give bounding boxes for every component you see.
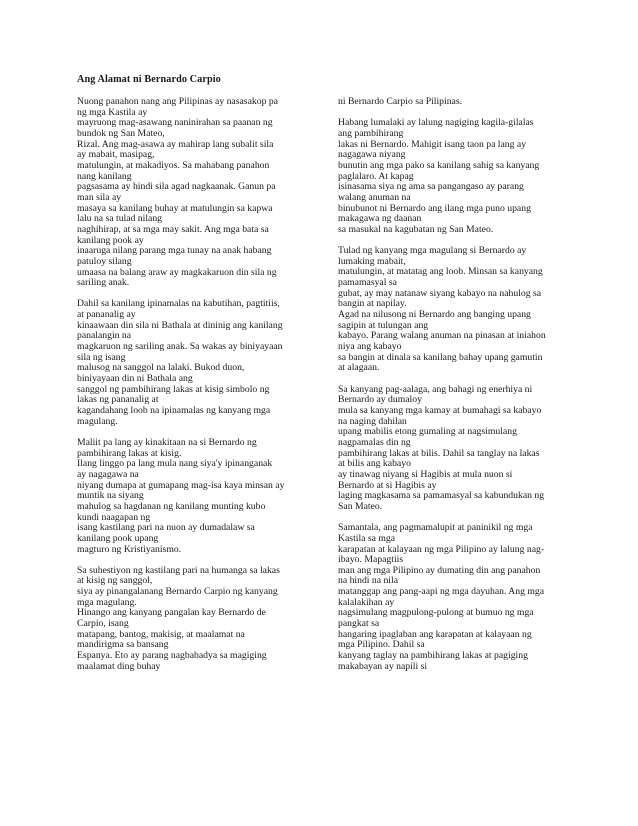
text-line: Samantala, ang pagmamalupit at paninikil ng mga: [338, 522, 533, 534]
text-line: magkaruon ng sariling anak. Sa wakas ay biniyayaan: [77, 341, 283, 353]
text-line: maalamat ding buhay: [77, 660, 161, 672]
text-line: matulungin, at makadiyos. Sa mahabang panahon: [77, 159, 270, 171]
text-line: lumaking mabait,: [338, 255, 406, 267]
text-line: Carpio, isang: [77, 618, 129, 630]
text-line: patuloy silang: [77, 255, 132, 267]
text-line: Maliit pa lang ay kinakitaan na si Bernardo ng: [77, 436, 257, 448]
text-line: karapatan at kalayaan ng mga Pilipino ay lalung nag-: [338, 543, 545, 555]
text-line: masaya sa kanilang buhay at matulungin sa kapwa: [77, 202, 273, 214]
text-line: pamamasyal sa: [338, 277, 397, 289]
text-line: kalalakihan ay: [338, 596, 395, 608]
text-line: nagpamalas din ng: [338, 436, 411, 448]
text-line: pambihirang lakas at bilis. Dahil sa tanglay na lakas: [338, 447, 540, 459]
text-line: kanilang pook upang: [77, 532, 159, 544]
text-line: nang kanilang: [77, 170, 132, 182]
text-line: mandirigma sa bansang: [77, 639, 169, 651]
text-line: isinasama siya ng ama sa pangangaso ay parang: [338, 181, 524, 193]
text-line: mula sa kanyang mga kamay at bumahagi sa kabayo: [338, 404, 542, 416]
text-line: laging magkasama sa pamamasyal sa kabundukan ng: [338, 490, 545, 502]
text-line: sa bangin at dinala sa kanilang bahay upang gamutin: [338, 351, 543, 363]
text-line: magturo ng Kristiyanismo.: [77, 543, 182, 555]
text-line: Sa suhestiyon ng kastilang pari na humanga sa lakas: [77, 564, 280, 576]
paragraph: [77, 97, 317, 289]
text-line: kagandahang loob na ipinamalas ng kanyang mga: [77, 405, 271, 417]
text-line: panalangin na: [77, 330, 132, 342]
paragraph: [338, 118, 573, 235]
text-line: nagsimulang magpulong-pulong at bumuo ng mga: [338, 607, 534, 619]
text-line: ibayo. Mapagtiis: [338, 554, 404, 566]
text-line: gubat, ay may natanaw siyang kabayo na nahulog sa: [338, 287, 542, 299]
text-line: at kisig ng sanggol,: [77, 575, 153, 587]
left-text-column: [77, 97, 317, 683]
text-line: Dahil sa kanilang ipinamalas na kabutihan, pagtitiis,: [77, 298, 280, 310]
text-line: mayruong mag-asawang naninirahan sa paanan ng: [77, 117, 273, 129]
text-line: umaasa na balang araw ay magkakaruon din sila ng: [77, 266, 277, 278]
text-line: naghihirap, at sa mga may sakit. Ang mga bata sa: [77, 223, 269, 235]
text-line: Sa kanyang pag-aalaga, ang bahagi ng enerhiya ni: [338, 383, 533, 395]
text-line: Ilang linggo pa lang mula nang siya'y ipinanganak: [77, 458, 273, 470]
text-line: sa masukal na kagubatan ng San Mateo.: [338, 223, 494, 235]
text-line: kanyang taglay na pambihirang lakas at pagiging: [338, 650, 528, 662]
text-line: nagagawa niyang: [338, 149, 406, 161]
text-line: isang kastilang pari na nuon ay dumadalaw sa: [77, 522, 255, 534]
text-line: malusog na sanggol na lalaki. Bukod duon,: [77, 362, 245, 374]
text-line: bundok ng San Mateo,: [77, 127, 165, 139]
paragraph: [77, 566, 317, 673]
text-line: makabayan ay napili si: [338, 660, 428, 672]
paragraph: [338, 246, 573, 374]
text-line: at bilis ang kabayo: [338, 458, 411, 470]
document-title: Ang Alamat ni Bernardo Carpio: [77, 74, 221, 85]
text-line: mahulog sa hagdanan ng kanilang munting kubo: [77, 500, 266, 512]
text-line: pambihirang lakas at kisig.: [77, 447, 182, 459]
text-line: lalu na sa tulad nilang: [77, 213, 163, 225]
paragraph: [338, 523, 573, 672]
text-line: makagawa ng daanan: [338, 213, 422, 225]
text-line: Rizal. Ang mag-asawa ay mahirap lang subalit sila: [77, 138, 274, 150]
text-line: hangaring ipaglaban ang karapatan at kalayaan ng: [338, 628, 532, 640]
text-line: sagipin at tulungan ang: [338, 319, 429, 331]
text-line: Nuong panahon nang ang Pilipinas ay nasasakop pa: [77, 96, 278, 107]
text-line: lakas ng pananalig at: [77, 394, 159, 406]
paragraph: [77, 438, 317, 555]
text-line: matanggap ang pang-aapi ng mga dayuhan. Ang mga: [338, 586, 545, 598]
text-line: siya ay pinangalanang Bernardo Carpio ng kanyang: [77, 586, 278, 598]
text-line: Kastila sa mga: [338, 532, 396, 544]
text-line: ay mabait, masipag,: [77, 149, 155, 161]
text-line: man sila ay: [77, 191, 122, 203]
right-text-column: [338, 97, 573, 683]
text-line: walang anuman na: [338, 191, 411, 203]
paragraph: [338, 385, 573, 513]
text-line: na naging dahilan: [338, 415, 407, 427]
text-line: ang pambihirang: [338, 127, 404, 139]
paragraph: [338, 97, 573, 108]
text-line: Bernardo at si Hagibis ay: [338, 479, 437, 491]
text-line: Espanya. Eto ay parang nagbabadya sa magiging: [77, 650, 267, 662]
text-line: biniyayaan din ni Bathala ang: [77, 373, 193, 385]
text-line: na hindi na nila: [338, 575, 398, 587]
text-line: matapang, bantog, makisig, at maalamat na: [77, 628, 245, 640]
text-line: sanggol ng pambihirang lakas at kisig simbolo ng: [77, 383, 270, 395]
text-line: San Mateo.: [338, 500, 383, 512]
text-line: mga magulang.: [77, 596, 137, 608]
text-line: kinaawaan din sila ni Bathala at dininig ang kanilang: [77, 319, 283, 331]
text-line: pangkat sa: [338, 618, 380, 630]
text-line: magulang.: [77, 415, 118, 427]
text-line: bangin at napilay.: [338, 298, 407, 310]
text-line: man ang mga Pilipino ay dumating din ang panahon: [338, 564, 541, 576]
text-line: kundi naagapan ng: [77, 511, 151, 523]
text-line: Tulad ng kanyang mga magulang si Bernardo ay: [338, 245, 527, 257]
text-line: paglalaro. At kapag: [338, 170, 414, 182]
text-line: ay tinawag niyang si Hagibis at mula nuon si: [338, 468, 513, 480]
text-line: lakas ni Bernardo. Mahigit isang taon pa lang ay: [338, 138, 527, 150]
text-line: upang mabilis etong gumaling at nagsimulang: [338, 426, 517, 438]
text-line: Bernardo ay dumaloy: [338, 394, 422, 406]
text-line: Hinango ang kanyang pangalan kay Bernardo de: [77, 607, 266, 619]
text-line: niya ang kabayo: [338, 341, 402, 353]
text-line: pagsasama ay hindi sila agad nagkaanak. Ganun pa: [77, 181, 276, 193]
text-line: matulungin, at matatag ang loob. Minsan sa kanyang: [338, 266, 543, 278]
text-line: Agad na nilusong ni Bernardo ang banging upang: [338, 309, 531, 321]
text-line: mga Pilipino. Dahil sa: [338, 639, 425, 651]
text-line: kanilang pook ay: [77, 234, 144, 246]
text-line: kabayo. Parang walang anuman na pinasan at iniahon: [338, 330, 546, 342]
text-line: at pananalig ay: [77, 309, 136, 321]
text-line: sila ng isang: [77, 351, 126, 363]
text-line: at alagaan.: [338, 362, 380, 374]
text-line: ay nagagawa na: [77, 468, 139, 480]
text-line: sariling anak.: [77, 277, 130, 289]
text-line: bunutin ang mga pako sa kanilang sahig sa kanyang: [338, 159, 540, 171]
text-line: inaaruga nilang parang mga tunay na anak habang: [77, 245, 272, 257]
text-line: muntik na siyang: [77, 490, 144, 502]
text-line: ng mga Kastila ay: [77, 106, 148, 118]
text-line: ni Bernardo Carpio sa Pilipinas.: [338, 96, 463, 107]
text-line: niyang dumapa at gumapang mag-isa kaya minsan ay: [77, 479, 285, 491]
text-line: binubunot ni Bernardo ang ilang mga puno upang: [338, 202, 531, 214]
text-line: Habang lumalaki ay lalung nagiging kagila-gilalas: [338, 117, 534, 129]
paragraph: [77, 299, 317, 427]
